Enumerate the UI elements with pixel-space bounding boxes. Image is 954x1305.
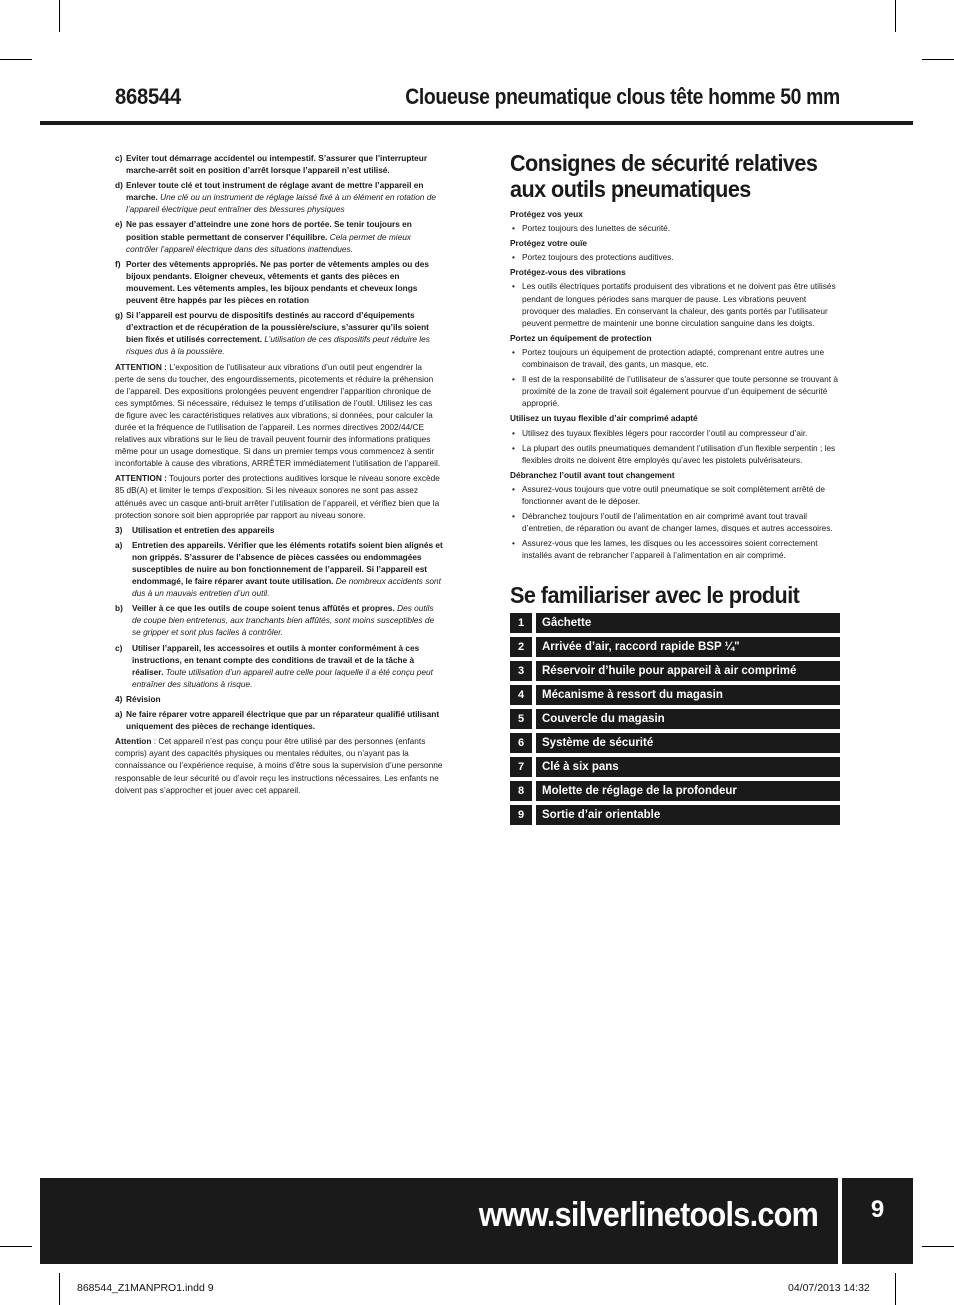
section-heading-pneumatic: Consignes de sécurité relatives aux outils pneumatiques bbox=[510, 150, 818, 202]
bullet-text: Assurez-vous que les lames, les disques ou les accessoires soient correctement installés avant de rebrancher l’appareil à l’alimentation en air comprimé. bbox=[522, 538, 818, 561]
crop-mark bbox=[922, 59, 954, 60]
bullet-text: Portez toujours des lunettes de sécurité. bbox=[522, 223, 671, 234]
part-number: 8 bbox=[510, 781, 532, 801]
section-title: Révision bbox=[126, 693, 161, 704]
crop-mark bbox=[0, 59, 32, 60]
subheading: Utilisez un tuyau flexible d’air comprimé adapté bbox=[510, 413, 698, 424]
item-label: a) bbox=[115, 539, 123, 550]
section-heading bbox=[115, 693, 443, 705]
bullet-text: Les outils électriques portatifs produisent des vibrations et ne doivent pas être utilisés pendant de longues périodes sans marquer de pause. Les vibrations peuvent provoquer des maladies. En conservant la chaleur, des gants portés par l’utilisateur peuvent permettre de maintenir une bonne circulation sanguine dans les doigts. bbox=[522, 281, 836, 328]
page-header bbox=[115, 84, 840, 116]
bullet-icon: • bbox=[512, 252, 515, 263]
part-number: 3 bbox=[510, 661, 532, 681]
subheading: Protégez vos yeux bbox=[510, 209, 583, 219]
crop-mark bbox=[922, 1246, 954, 1247]
part-label: Mécanisme à ressort du magasin bbox=[536, 685, 840, 705]
parts-row bbox=[510, 661, 840, 681]
subheading: Débranchez l’outil avant tout changement bbox=[510, 469, 675, 480]
bullet-item bbox=[510, 537, 840, 561]
item-text: Enlever toute clé et tout instrument de réglage avant de mettre l’appareil en marche. bbox=[126, 180, 424, 203]
item-text: Ne pas essayer d’atteindre une zone hors de portée. Se tenir toujours en position stable permettant de conserver l’équilibre. bbox=[126, 219, 412, 242]
item-note: L’utilisation de ces dispositifs peut réduire les risques dus à la poussière. bbox=[126, 334, 430, 357]
parts-row bbox=[510, 613, 840, 633]
slug-timestamp: 04/07/2013 14:32 bbox=[788, 1282, 870, 1294]
subheading: Protégez-vous des vibrations bbox=[510, 267, 626, 278]
part-number: 6 bbox=[510, 733, 532, 753]
section-heading-product: Se familiariser avec le produit bbox=[510, 582, 800, 608]
slug-filename: 868544_Z1MANPRO1.indd 9 bbox=[77, 1282, 214, 1294]
bullet-text: Il est de la responsabilité de l’utilisateur de s’assurer que toute personne se trouvant à proximité de la zone de travail soit également pourvue d’un équipement de sécurité approprié. bbox=[522, 374, 838, 409]
bullet-text: Portez toujours des protections auditives. bbox=[522, 252, 674, 263]
bullet-item bbox=[510, 483, 840, 507]
parts-list bbox=[510, 613, 840, 829]
crop-mark bbox=[59, 1273, 60, 1305]
bullet-icon: • bbox=[512, 281, 515, 292]
subheading: Portez un équipement de protection bbox=[510, 332, 652, 343]
item-label: g) bbox=[115, 310, 123, 321]
warning-label: ATTENTION : bbox=[115, 473, 167, 484]
section-heading bbox=[115, 524, 443, 536]
page-footer bbox=[40, 1178, 913, 1264]
bullet-item bbox=[510, 373, 840, 409]
bullet-icon: • bbox=[512, 223, 515, 234]
bullet-item bbox=[510, 346, 840, 370]
warning-noise bbox=[115, 472, 443, 520]
crop-mark bbox=[59, 0, 60, 32]
part-label: Réservoir d’huile pour appareil à air comprimé bbox=[536, 661, 840, 681]
item-note: De nombreux accidents sont dus à un mauvais entretien d’un outil. bbox=[132, 576, 441, 599]
bullet-text: Assurez-vous toujours que votre outil pneumatique se soit complètement arrêté de fonctionner avant de le déposer. bbox=[522, 483, 825, 506]
part-number: 2 bbox=[510, 637, 532, 657]
item-text: Utiliser l’appareil, les accessoires et outils à monter conformément à ces instructions, en tenant compte des conditions de travail et de la tâche à réaliser. bbox=[132, 642, 420, 677]
bullet-icon: • bbox=[512, 483, 515, 494]
part-number: 7 bbox=[510, 757, 532, 777]
list-item bbox=[115, 642, 443, 690]
bullet-item bbox=[510, 251, 840, 263]
part-number: 5 bbox=[510, 709, 532, 729]
parts-row bbox=[510, 685, 840, 705]
parts-row bbox=[510, 805, 840, 825]
list-item bbox=[115, 708, 443, 732]
bullet-item bbox=[510, 280, 840, 328]
bullet-icon: • bbox=[512, 374, 515, 385]
list-item bbox=[115, 539, 443, 599]
item-note: Une clé ou un instrument de réglage laissé fixé à un élément en rotation de l’appareil électrique peut entraîner des blessures physiques bbox=[126, 192, 436, 215]
bullet-icon: • bbox=[512, 538, 515, 549]
part-label: Clé à six pans bbox=[536, 757, 840, 777]
bullet-text: Utilisez des tuyaux flexibles légers pour raccorder l’outil au compresseur d’air. bbox=[522, 427, 808, 438]
item-text: Si l’appareil est pourvu de dispositifs destinés au raccord d’équipements d’extraction et de récupération de la poussière/sciure, s’assurer qu’ils soient bien fixés et utilisés correctement. bbox=[126, 310, 429, 345]
page-number: 9 bbox=[870, 1196, 885, 1223]
list-item bbox=[115, 218, 443, 254]
list-item bbox=[115, 602, 443, 638]
part-label: Système de sécurité bbox=[536, 733, 840, 753]
item-text: Porter des vêtements appropriés. Ne pas porter de vêtements amples ou des bijoux pendants. Eloigner cheveux, vêtements et gants des pièces en mouvement. Les vêtements amples, les bijoux pendants et cheveux longs peuvent être happés par les pièces en rotation bbox=[126, 258, 429, 306]
bullet-icon: • bbox=[512, 427, 515, 438]
item-text: Veiller à ce que les outils de coupe soient tenus affûtés et propres. bbox=[132, 603, 395, 614]
item-text: Eviter tout démarrage accidentel ou intempestif. S’assurer que l’interrupteur marche-arrêt soit en position d’arrêt lorsque l’appareil n’est utilisé. bbox=[126, 153, 428, 176]
warning-children bbox=[115, 735, 443, 795]
bullet-icon: • bbox=[512, 346, 515, 357]
page-title: Cloueuse pneumatique clous tête homme 50 mm bbox=[405, 84, 840, 109]
item-label: f) bbox=[115, 258, 121, 269]
bullet-icon: • bbox=[512, 511, 515, 522]
item-note: Toute utilisation d’un appareil autre celle pour laquelle il a été conçu peut entraîner des situations à risque. bbox=[132, 666, 433, 689]
item-label: a) bbox=[115, 709, 123, 720]
part-label: Arrivée d’air, raccord rapide BSP ¼" bbox=[536, 637, 840, 657]
part-number: 1 bbox=[510, 613, 532, 633]
item-text: Entretien des appareils. Vérifier que les éléments rotatifs soient bien alignés et non grippés. S’assurer de l’absence de pièces cassées ou endommagées susceptibles de nuire au bon fonctionnement de l’appareil. Si l’appareil est endommagé, le faire réparer avant toute utilisation. bbox=[132, 539, 443, 587]
item-label: c) bbox=[115, 642, 123, 653]
list-item bbox=[115, 309, 443, 357]
list-item bbox=[115, 152, 443, 176]
subheading: Protégez votre ouïe bbox=[510, 238, 587, 249]
part-label: Molette de réglage de la profondeur bbox=[536, 781, 840, 801]
crop-mark bbox=[895, 0, 896, 32]
warning-label: Attention bbox=[115, 736, 152, 747]
section-title: Utilisation et entretien des appareils bbox=[132, 524, 275, 535]
part-label: Sortie d’air orientable bbox=[536, 805, 840, 825]
item-label: c) bbox=[115, 153, 123, 163]
warning-text: L’exposition de l’utilisateur aux vibrations d’un outil peut engendrer la perte de sens du toucher, des engourdissements, picotements et réduire la préhension de l’appareil. Des expositions prolongées peuvent engendrer l’apparition chronique de ces symptômes. Si nécessaire, réduisez le temps d’utilisation de l’outil. Utilisez les cas de figure avec les caractéristiques relatives aux vibrations, si données, pour calculer la durée et la fréquence de l’utilisation de l’appareil. Les normes directives 2002/44/CE relatives aux vibrations sur le lieu de travail peuvent fournir des informations pratiques même pour un usage domestique. Si dans un premier temps vous commencez à sentir inconfortable à cause des vibrations, ARRÊTER immédiatement l’utilisation de l’appareil. bbox=[115, 361, 441, 469]
warning-vibration bbox=[115, 361, 443, 470]
bullet-item bbox=[510, 222, 840, 234]
parts-row bbox=[510, 637, 840, 657]
item-label: d) bbox=[115, 180, 123, 191]
part-label: Gâchette bbox=[536, 613, 840, 633]
item-text: Ne faire réparer votre appareil électrique que par un réparateur qualifié utilisant uniquement des pièces de rechange identiques. bbox=[126, 709, 440, 732]
website-link[interactable]: www.silverlinetools.com bbox=[478, 1196, 818, 1234]
bullet-item bbox=[510, 510, 840, 534]
bullet-item bbox=[510, 442, 840, 466]
bullet-icon: • bbox=[512, 442, 515, 453]
parts-row bbox=[510, 757, 840, 777]
part-label: Couvercle du magasin bbox=[536, 709, 840, 729]
item-label: b) bbox=[115, 603, 123, 614]
product-code: 868544 bbox=[115, 84, 181, 109]
bullet-text: Portez toujours un équipement de protection adapté, comprenant entre autres une combinaison de travail, des gants, un masque, etc. bbox=[522, 346, 825, 370]
crop-mark bbox=[895, 1273, 896, 1305]
warning-label: ATTENTION : bbox=[115, 361, 167, 372]
list-item bbox=[115, 179, 443, 215]
section-number: 4) bbox=[115, 693, 123, 704]
parts-row bbox=[510, 781, 840, 801]
bullet-text: La plupart des outils pneumatiques demandent l’utilisation d’un flexible serpentin ; les flexibles droits ne doivent être employés qu’avec les pistolets pulvérisateurs. bbox=[522, 442, 836, 465]
part-number: 9 bbox=[510, 805, 532, 825]
item-label: e) bbox=[115, 219, 123, 230]
warning-text: Toujours porter des protections auditives lorsque le niveau sonore excède 85 dB(A) et limiter le temps d’exposition. Si les niveaux sonores ne sont pas assez atténués avec un casque anti-bruit arrêter l’utilisation de l’appareil, et vérifiez bien que la protection sonore soit bien appropriée par rapport au niveau sonore. bbox=[115, 473, 440, 520]
section-number: 3) bbox=[115, 524, 123, 535]
part-number: 4 bbox=[510, 685, 532, 705]
list-item bbox=[115, 258, 443, 306]
warning-text: : Cet appareil n’est pas conçu pour être utilisé par des personnes (enfants compris) ayant des capacités physiques ou mentales réduites, ou n’ayant pas la connaissance ou l’expérience requise, à moins d’être sous la supervision d’une personne responsable de leur sécurité ou d’avoir reçu les instructions nécessaires. Les enfants ne doivent pas s’approcher et jouer avec cet appareil. bbox=[115, 736, 443, 795]
left-column bbox=[115, 152, 443, 799]
bullet-text: Débranchez toujours l’outil de l’alimentation en air comprimé avant tout travail d’entretien, de réparation ou avant de changer lames, disques et autres accessoires. bbox=[522, 511, 833, 534]
parts-row bbox=[510, 733, 840, 753]
item-note: Cela permet de mieux contrôler l’appareil électrique dans des situations inattendues. bbox=[126, 231, 411, 254]
bullet-item bbox=[510, 427, 840, 439]
crop-mark bbox=[0, 1246, 32, 1247]
right-column bbox=[510, 150, 840, 564]
parts-row bbox=[510, 709, 840, 729]
header-rule bbox=[40, 121, 913, 125]
item-note: Des outils de coupe bien entretenus, aux tranchants bien affûtés, sont moins susceptibles de se gripper et sont plus faciles à contrôler. bbox=[132, 603, 435, 638]
